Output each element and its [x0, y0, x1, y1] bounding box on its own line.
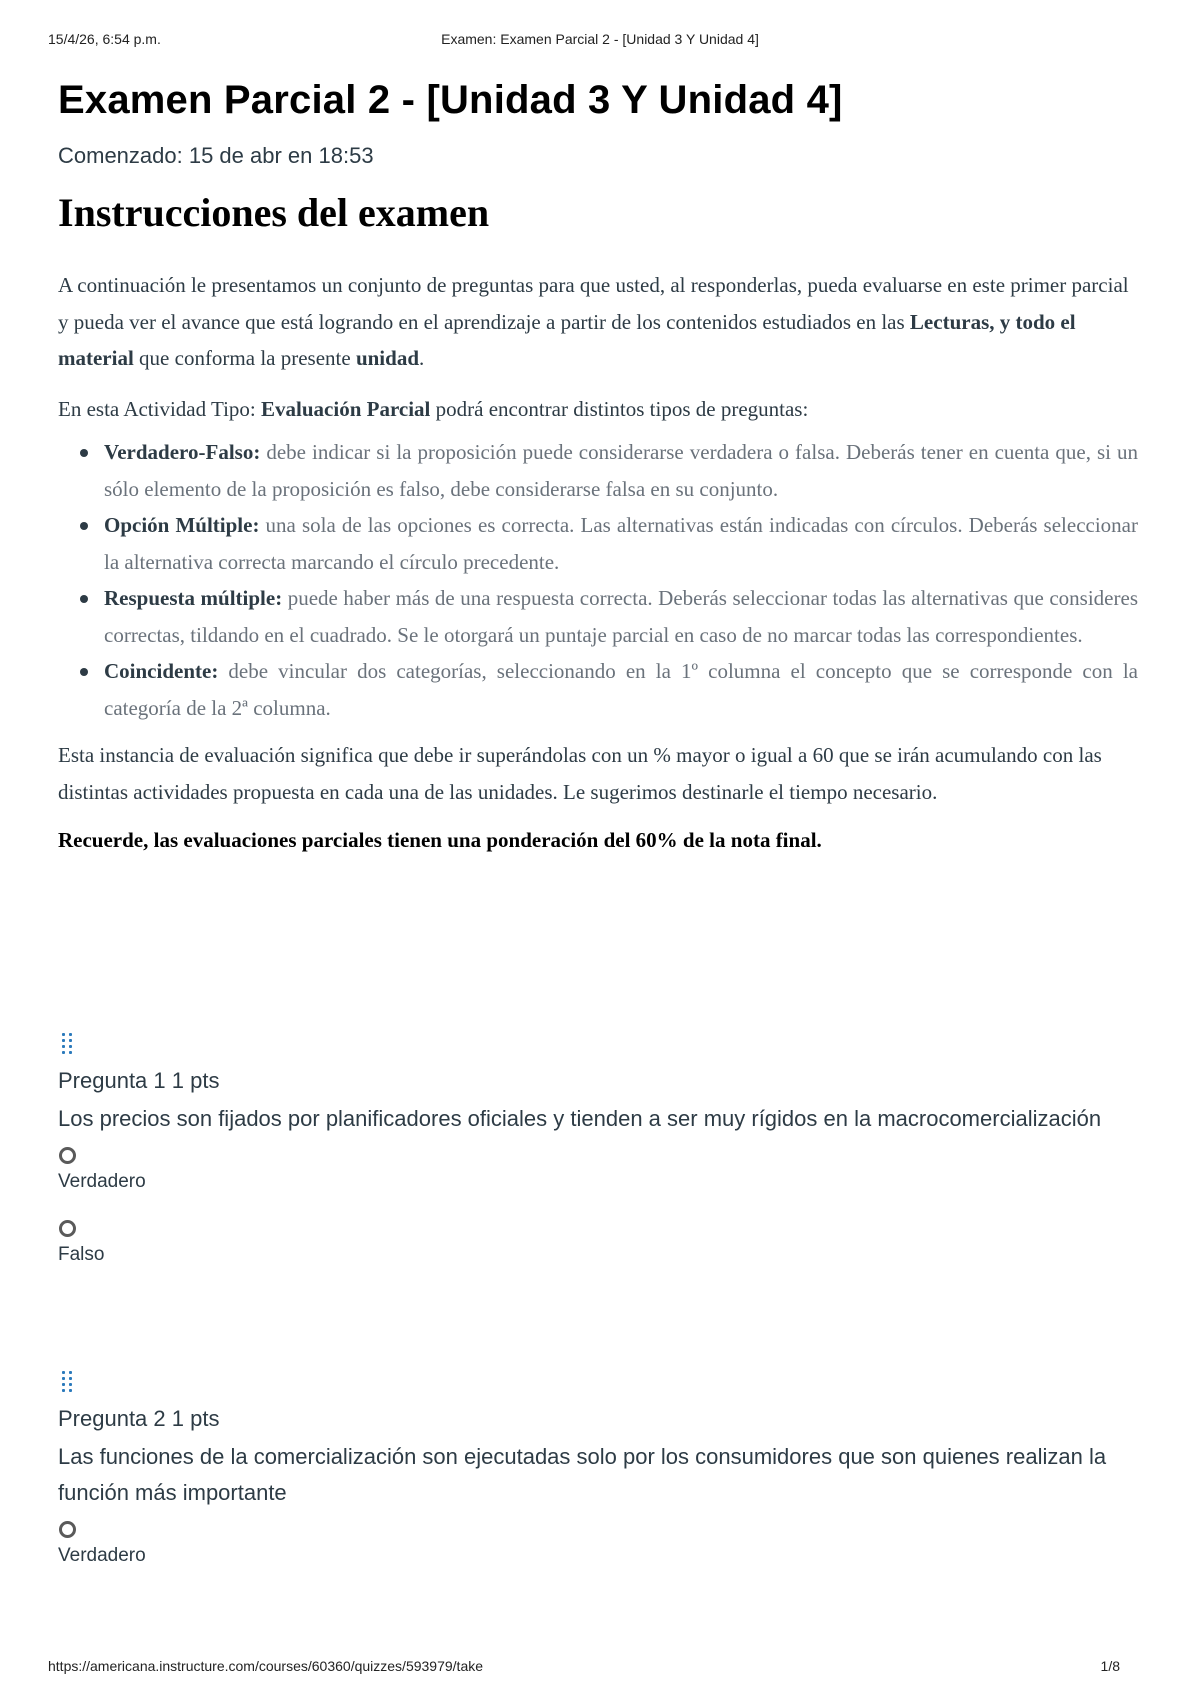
- instructions-paragraph-2: [58, 391, 1138, 428]
- option-label[interactable]: Verdadero: [58, 1545, 146, 1566]
- type-desc: puede haber más de una respuesta correcta. Deberás seleccionar todas las alternativas que consideres correctas, tildando en el cuadrado. Se le otorgará un puntaje parcial en caso de no marcar todas las correspondientes.: [104, 586, 1138, 647]
- answer-option[interactable]: [58, 1147, 1138, 1194]
- type-desc: debe vincular dos categorías, seleccionando en la 1º columna el concepto que se corresponde con la categoría de la 2ª columna.: [104, 659, 1138, 720]
- answer-option[interactable]: [58, 1220, 1138, 1267]
- drag-handle-icon[interactable]: [58, 1371, 78, 1399]
- quiz-started-time: Comenzado: 15 de abr en 18:53: [58, 143, 374, 168]
- text-span: A continuación le presentamos un conjunto de preguntas para que usted, al responderlas, pueda evaluarse en este primer parcial y pueda ver el avance que está logrando en el aprendizaje a partir de los contenidos estudiados en las: [58, 273, 1129, 334]
- option-label[interactable]: Falso: [58, 1244, 105, 1265]
- question-title: Pregunta 2 1 pts: [58, 1406, 220, 1431]
- list-item: [104, 580, 1138, 653]
- list-item: [104, 507, 1138, 580]
- text-span: podrá encontrar distintos tipos de preguntas:: [430, 396, 809, 421]
- answer-option[interactable]: [58, 1521, 1138, 1568]
- print-header: [48, 31, 1152, 51]
- list-item: [104, 434, 1138, 507]
- text-bold: Lecturas, y todo el material: [58, 309, 1076, 370]
- option-label[interactable]: Verdadero: [58, 1171, 146, 1192]
- radio-button[interactable]: [59, 1521, 76, 1538]
- text-span: .: [419, 346, 425, 370]
- text-bold: Evaluación Parcial: [261, 396, 431, 421]
- text-bold: unidad: [355, 346, 420, 370]
- text-span: que conforma la presente: [133, 346, 356, 370]
- page-number: 1/8: [1100, 1658, 1120, 1674]
- quiz-content: [58, 74, 1138, 859]
- print-url: https://americana.instructure.com/courses/60360/quizzes/593979/take: [48, 1658, 484, 1674]
- type-desc: una sola de las opciones es correcta. Las alternativas están indicadas con círculos. Deberás seleccionar la alternativa correcta marcando el círculo precedente.: [104, 513, 1138, 574]
- type-name: Verdadero-Falso:: [104, 440, 261, 464]
- type-name: Coincidente:: [104, 659, 219, 683]
- print-page-title: Examen: Examen Parcial 2 - [Unidad 3 Y Unidad 4]: [441, 31, 759, 47]
- radio-button[interactable]: [59, 1147, 76, 1164]
- print-date: 15/4/26, 6:54 p.m.: [48, 31, 161, 47]
- type-name: Opción Múltiple:: [104, 513, 260, 537]
- question-types-list: [58, 434, 1138, 726]
- instructions-paragraph-1: [58, 267, 1138, 377]
- instructions-paragraph-3: Esta instancia de evaluación significa que debe ir superándolas con un % mayor o igual a 60 que se irán acumulando con las distintas actividades propuesta en cada una de las unidades. Le sugerimos destinarle el tiempo necesario.: [58, 743, 1102, 804]
- question-title: Pregunta 1 1 pts: [58, 1068, 220, 1093]
- type-desc: debe indicar si la proposición puede considerarse verdadera o falsa. Deberás tener en cuenta que, si un sólo elemento de la proposición es falso, debe considerarse falsa en su conjunto.: [104, 440, 1138, 501]
- quiz-title: Examen Parcial 2 - [Unidad 3 Y Unidad 4]: [58, 78, 843, 122]
- question-1: [58, 1033, 1138, 1267]
- instructions-paragraph-4: Recuerde, las evaluaciones parciales tienen una ponderación del 60% de la nota final.: [58, 828, 822, 852]
- question-text: Las funciones de la comercialización son ejecutadas solo por los consumidores que son quienes realizan la función más importante: [58, 1444, 1107, 1505]
- text-span: En esta Actividad Tipo:: [58, 396, 262, 421]
- question-text: Los precios son fijados por planificadores oficiales y tienden a ser muy rígidos en la macrocomercialización: [58, 1106, 1102, 1131]
- question-2: [58, 1371, 1138, 1568]
- list-item: [104, 653, 1138, 726]
- type-name: Respuesta múltiple:: [104, 586, 283, 610]
- instructions-heading: Instrucciones del examen: [58, 190, 490, 235]
- drag-handle-icon[interactable]: [58, 1033, 78, 1061]
- radio-button[interactable]: [59, 1220, 76, 1237]
